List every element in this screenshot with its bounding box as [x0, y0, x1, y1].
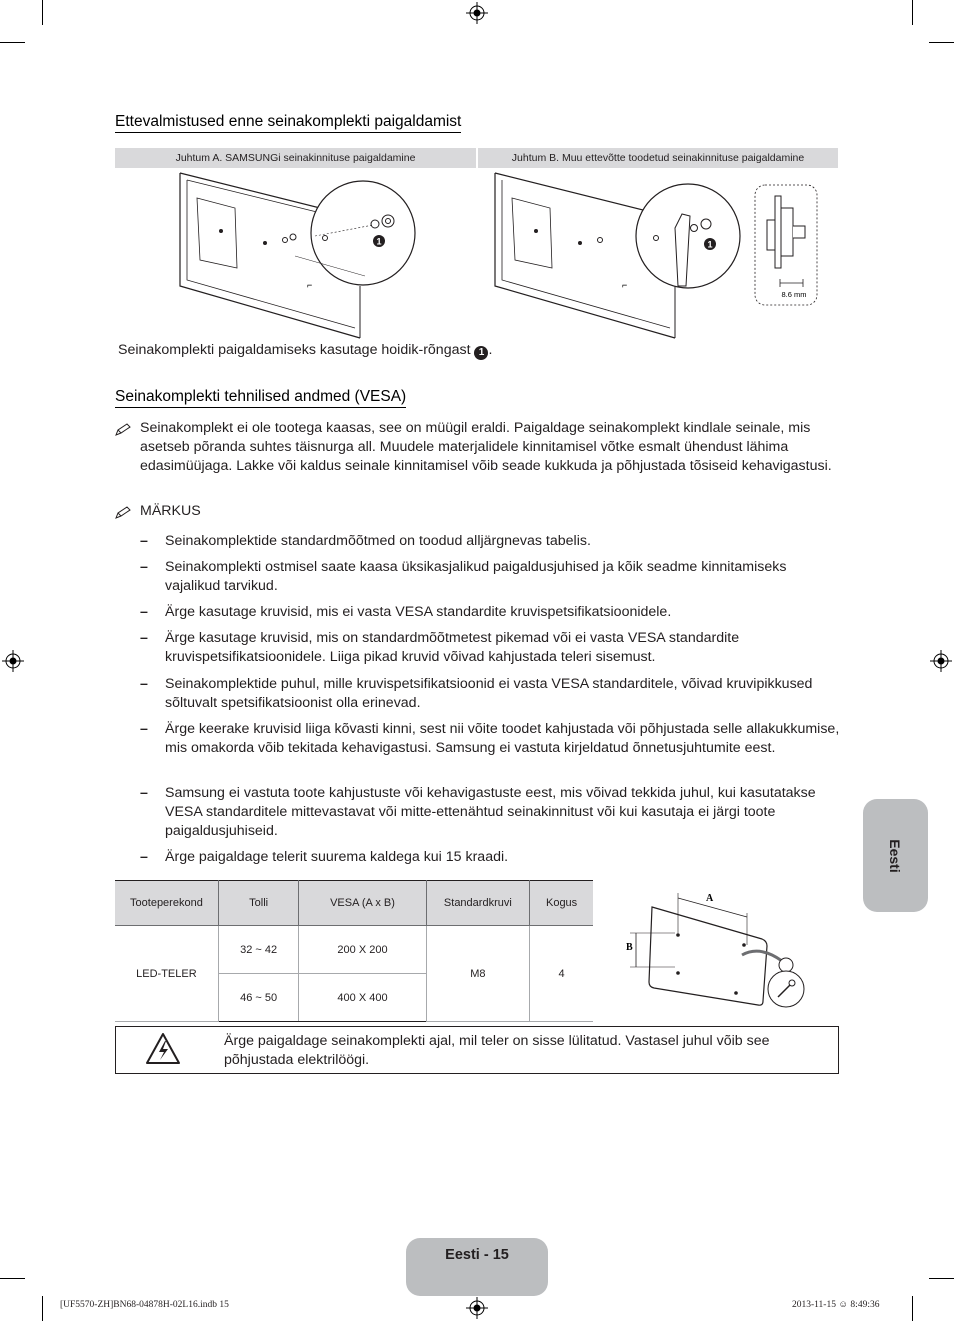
warning-lightning-icon [145, 1032, 181, 1066]
bullet-dash: – [140, 533, 148, 549]
registration-mark-icon [466, 2, 488, 24]
bullet-dash: – [140, 604, 148, 620]
table-header: VESA (A x B) [299, 881, 426, 926]
list-item-text: Ärge keerake kruvisid liiga kõvasti kinni, sest nii võite toodet kahjustada või põhjustada selle allakukkumise, mis omakorda võib tekitada kehavigastusi. Samsung ei vastuta kirjeldatud õnnetusjuhtumite eest. [165, 721, 840, 757]
table-header: Kogus [530, 881, 593, 926]
bullet-dash: – [140, 849, 148, 865]
callout-number: 1 [376, 236, 382, 247]
table-header: Standardkruvi [426, 881, 530, 926]
measure-label: 8.6 mm [781, 290, 807, 299]
crop-mark [42, 0, 43, 25]
table-cell: LED-TELER [115, 926, 218, 1022]
crop-mark [0, 42, 25, 43]
caption-text: Seinakomplekti paigaldamiseks kasutage hoidik-rõngast [118, 342, 471, 358]
list-item-text: Seinakomplekti ostmisel saate kaasa üksikasjalikud paigaldusjuhised ja kõik seadme kinnitamiseks vajalikud tarvikud. [165, 559, 787, 595]
table-row [115, 926, 593, 974]
table-cell: M8 [426, 926, 530, 1022]
file-info: [UF5570-ZH]BN68-04878H-02L16.indb 15 [60, 1300, 229, 1310]
page-number: Eesti - 15 [445, 1247, 509, 1263]
bullet-dash: – [140, 676, 148, 692]
warning-text: Ärge paigaldage seinakomplekti ajal, mil teler on sisse lülitatud. Vastasel juhul võib see põhjustada elektrilöögi. [224, 1033, 770, 1069]
crop-mark [929, 42, 954, 43]
table-cell: 32 ~ 42 [218, 926, 299, 974]
label-a: A [706, 893, 714, 904]
table-cell: 4 [530, 926, 593, 1022]
registration-mark-icon [2, 650, 24, 672]
section-heading-vesa: Seinakomplekti tehnilised andmed (VESA) [115, 388, 406, 408]
table-header: Tolli [218, 881, 299, 926]
table-cell: 46 ~ 50 [218, 974, 299, 1022]
table-cell: 200 X 200 [299, 926, 426, 974]
mount-caption [118, 341, 838, 360]
section-heading-preparation: Ettevalmistused enne seinakomplekti paigaldamist [115, 113, 461, 133]
svg-text:⌐: ⌐ [307, 280, 313, 290]
note-pencil-icon [115, 423, 131, 437]
case-b-header: Juhtum B. Muu ettevõtte toodetud seinakinnituse paigaldamine [478, 148, 838, 168]
vesa-diagram-illustration [620, 885, 820, 1010]
list-item-text: Samsung ei vastuta toote kahjustuste või kehavigastuste eest, mis võivad tekkida juhul, kui kasutatakse VESA standarditele mittevastavat või mitte-ettenähtud seinakinnitust või kui kasutaja ei järgi toote paigaldusjuhiseid. [165, 785, 816, 840]
table-header-row [115, 881, 593, 926]
case-a-header: Juhtum A. SAMSUNGi seinakinnituse paigaldamine [115, 148, 476, 168]
table-header: Tooteperekond [115, 881, 218, 926]
crop-mark [929, 1278, 954, 1279]
registration-mark-icon [466, 1297, 488, 1319]
caption-end: . [488, 342, 493, 358]
registration-mark-icon [930, 650, 952, 672]
table-cell: 400 X 400 [299, 974, 426, 1022]
crop-mark [912, 1296, 913, 1321]
callout-number: 1 [707, 239, 713, 250]
list-item-text: Ärge kasutage kruvisid, mis ei vasta VESA standardite kruvispetsifikatsioonidele. [165, 604, 672, 620]
crop-mark [0, 1278, 25, 1279]
vesa-table [115, 880, 593, 1022]
label-b: B [626, 942, 633, 953]
wall-mount-case-a-illustration [175, 168, 475, 343]
bullet-dash: – [140, 559, 148, 575]
bullet-dash: – [140, 721, 148, 737]
bullet-dash: – [140, 785, 148, 801]
wall-mount-case-b-illustration [490, 168, 830, 343]
list-item-text: Seinakomplektide puhul, mille kruvispetsifikatsioonid ei vasta VESA standarditele, võivad kruvipikkused sõltuvalt spetsifikatsioonist olla erinevad. [165, 676, 813, 712]
note-text: Seinakomplekt ei ole tootega kaasas, see on müügil eraldi. Paigaldage seinakomplekt kindlale seinale, mis asetseb põranda suhtes täisnurga all. Muudele materjalidele kinnitamisel võtke esmalt ühendust lähima edasimüüjaga. Lakke või kaldus seinale kinnitamisel võib seade kukkuda ja põhjustada tõsiseid kehavigastusi. [140, 420, 832, 475]
svg-text:⌐: ⌐ [622, 280, 628, 290]
note-pencil-icon [115, 506, 131, 520]
date-info: 2013-11-15 ☺ 8:49:36 [792, 1300, 880, 1310]
list-item-text: Ärge kasutage kruvisid, mis on standardmõõtmetest pikemad või ei vasta VESA standardite kruvispetsifikatsioonidele. Liiga pikad kruvid võivad kahjustada teleri sisemust. [165, 630, 740, 666]
list-item-text: Seinakomplektide standardmõõtmed on toodud alljärgnevas tabelis. [165, 533, 591, 549]
bullet-dash: – [140, 630, 148, 646]
crop-mark [42, 1296, 43, 1321]
crop-mark [912, 0, 913, 25]
callout-badge: 1 [474, 346, 488, 360]
language-tab-label: Eesti [887, 839, 903, 873]
list-item-text: Ärge paigaldage telerit suurema kaldega kui 15 kraadi. [165, 849, 509, 865]
notes-heading: MÄRKUS [140, 503, 201, 519]
